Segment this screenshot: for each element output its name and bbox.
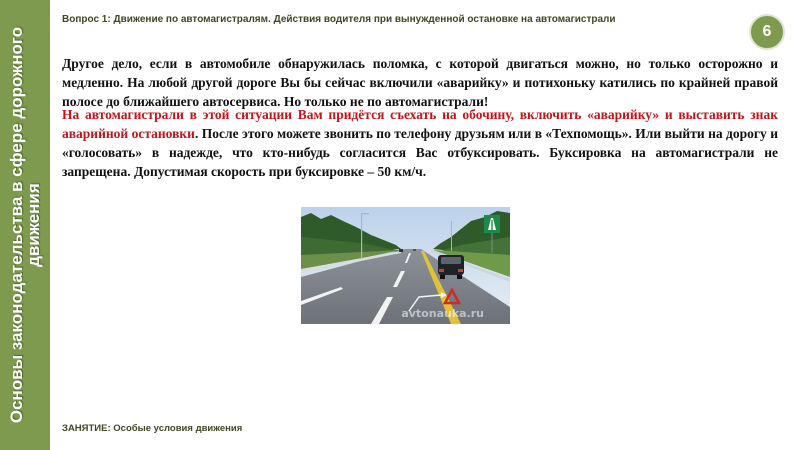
highlighted-rule: На автомагистрали в этой ситуации Вам придётся съехать на обочину, включить «аварийку» и выставить знак аварийной остановки <box>62 107 778 141</box>
slide-number-badge: 6 <box>749 14 785 50</box>
footer-value: Особые условия движения <box>113 423 243 434</box>
sidebar-title: Основы законодательства в сфере дорожного движения <box>7 26 43 424</box>
footer-lesson <box>62 423 242 434</box>
footer-label: ЗАНЯТИЕ: <box>62 423 111 434</box>
sidebar <box>0 0 50 450</box>
slide-header-title: Вопрос 1: Движение по автомагистралям. Действия водителя при вынужденной остановке на автомагистрали <box>62 14 616 25</box>
highway-photo <box>301 207 510 324</box>
paragraph-continuation: . После этого можете звонить по телефону друзьям или в «Техпомощь». Или выйти на дорогу и «голосовать» в надежде, что кто-нибудь согласится Вас отбуксировать. Буксировка на автомагистрали не запрещена. Допустимая скорость при буксировке – 50 км/ч. <box>62 126 778 179</box>
paragraph-breakdown: Другое дело, если в автомобиле обнаружилась поломка, с которой двигаться можно, но только осторожно и медленно. На любой другой дороге Вы бы сейчас включили «аварийку» и потихоньку катились по крайней правой полосе до ближайшего автосервиса. Но только не по автомагистрали! <box>62 56 778 109</box>
photo-watermark: avtonauka.ru <box>401 307 484 320</box>
paragraph-highway-actions <box>62 105 778 181</box>
